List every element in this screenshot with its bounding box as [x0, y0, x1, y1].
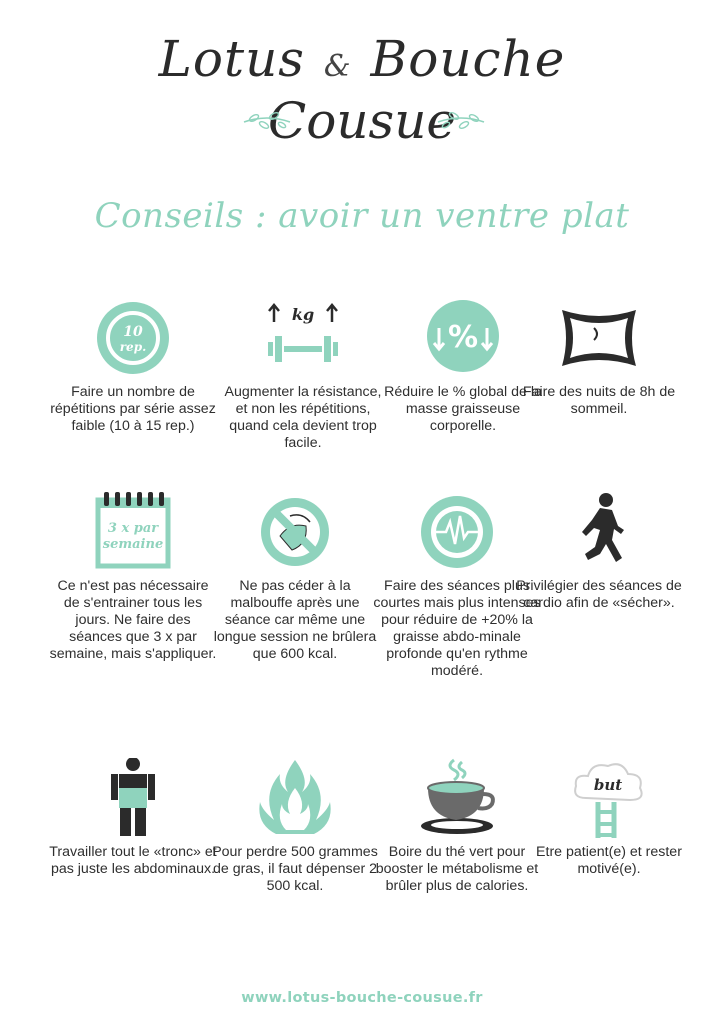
- tip-caption: Boire du thé vert pour booster le métabolisme et brûler plus de calories.: [375, 844, 539, 894]
- tip-caption: Faire des séances plus courtes mais plus intenses pour réduire de +20% la graisse abdo-minale profonde qu'en rythme modéré.: [373, 578, 541, 679]
- page-title: Conseils : avoir un ventre plat: [94, 196, 630, 236]
- dumbbell-weight-icon: [258, 298, 348, 378]
- logo-ampersand: &: [323, 49, 352, 84]
- pillow-icon: [554, 298, 644, 378]
- logo-word-bouche: Bouche: [370, 30, 566, 88]
- tip-caption: Augmenter la résistance, et non les répétitions, quand cela devient trop facile.: [224, 384, 382, 451]
- tip-card-junk-food: [210, 492, 380, 663]
- tip-caption: Ne pas céder à la malbouffe après une séance car même une longue session ne brûlera que 600 kcal.: [213, 578, 377, 662]
- tip-card-motivation: [524, 758, 694, 878]
- logo: [0, 30, 724, 160]
- tip-caption: Faire un nombre de répétitions par série assez faible (10 à 15 rep.): [50, 384, 216, 434]
- no-junk-food-icon: [250, 492, 340, 572]
- tip-card-cardio: [514, 492, 684, 612]
- heartbeat-circle-icon: [412, 492, 502, 572]
- svg-text:but: but: [593, 776, 623, 794]
- tip-card-resistance: [218, 298, 388, 452]
- tip-caption: Pour perdre 500 grammes de gras, il faut dépenser 2 500 kcal.: [212, 844, 378, 894]
- flame-icon: [250, 758, 340, 838]
- tip-card-sleep: [514, 298, 684, 418]
- percent-down-icon: [418, 298, 508, 378]
- svg-text:10: 10: [123, 324, 143, 340]
- tip-card-reps: [48, 298, 218, 435]
- person-torso-icon: [88, 758, 178, 838]
- ten-reps-circle-icon: [88, 298, 178, 378]
- tip-caption: Privilégier des séances de cardio afin de «sécher».: [516, 578, 682, 611]
- logo-word-lotus: Lotus: [158, 30, 305, 88]
- website-link[interactable]: www.lotus-bouche-cousue.fr: [241, 990, 483, 1006]
- calendar-icon: [88, 492, 178, 572]
- logo-line-1: [0, 30, 724, 88]
- svg-text:rep.: rep.: [119, 340, 147, 354]
- left-leaf-sprig-icon: [242, 110, 292, 134]
- tip-card-green-tea: [372, 758, 542, 895]
- tip-card-frequency: [48, 492, 218, 663]
- tip-card-calories: [210, 758, 380, 895]
- svg-text:semaine: semaine: [102, 537, 164, 552]
- tip-card-core: [48, 758, 218, 878]
- tip-caption: Etre patient(e) et rester motivé(e).: [536, 844, 682, 877]
- goal-cloud-ladder-icon: [564, 758, 654, 838]
- svg-text:%: %: [447, 320, 479, 355]
- svg-text:kg: kg: [291, 305, 315, 324]
- tip-caption: Ce n'est pas nécessaire de s'entrainer tous les jours. Ne faire des séances que 3 x par semaine, mais s'appliquer.: [49, 578, 217, 662]
- svg-text:3 x par: 3 x par: [107, 521, 159, 536]
- tip-caption: Réduire le % global de la masse graisseuse corporelle.: [384, 384, 542, 434]
- tip-caption: Faire des nuits de 8h de sommeil.: [522, 384, 676, 417]
- tip-caption: Travailler tout le «tronc» et pas juste les abdominaux.: [49, 844, 217, 877]
- tea-cup-icon: [412, 758, 502, 838]
- walking-person-icon: [554, 492, 644, 572]
- logo-line-2: Cousue: [267, 92, 456, 150]
- right-leaf-sprig-icon: [436, 110, 486, 134]
